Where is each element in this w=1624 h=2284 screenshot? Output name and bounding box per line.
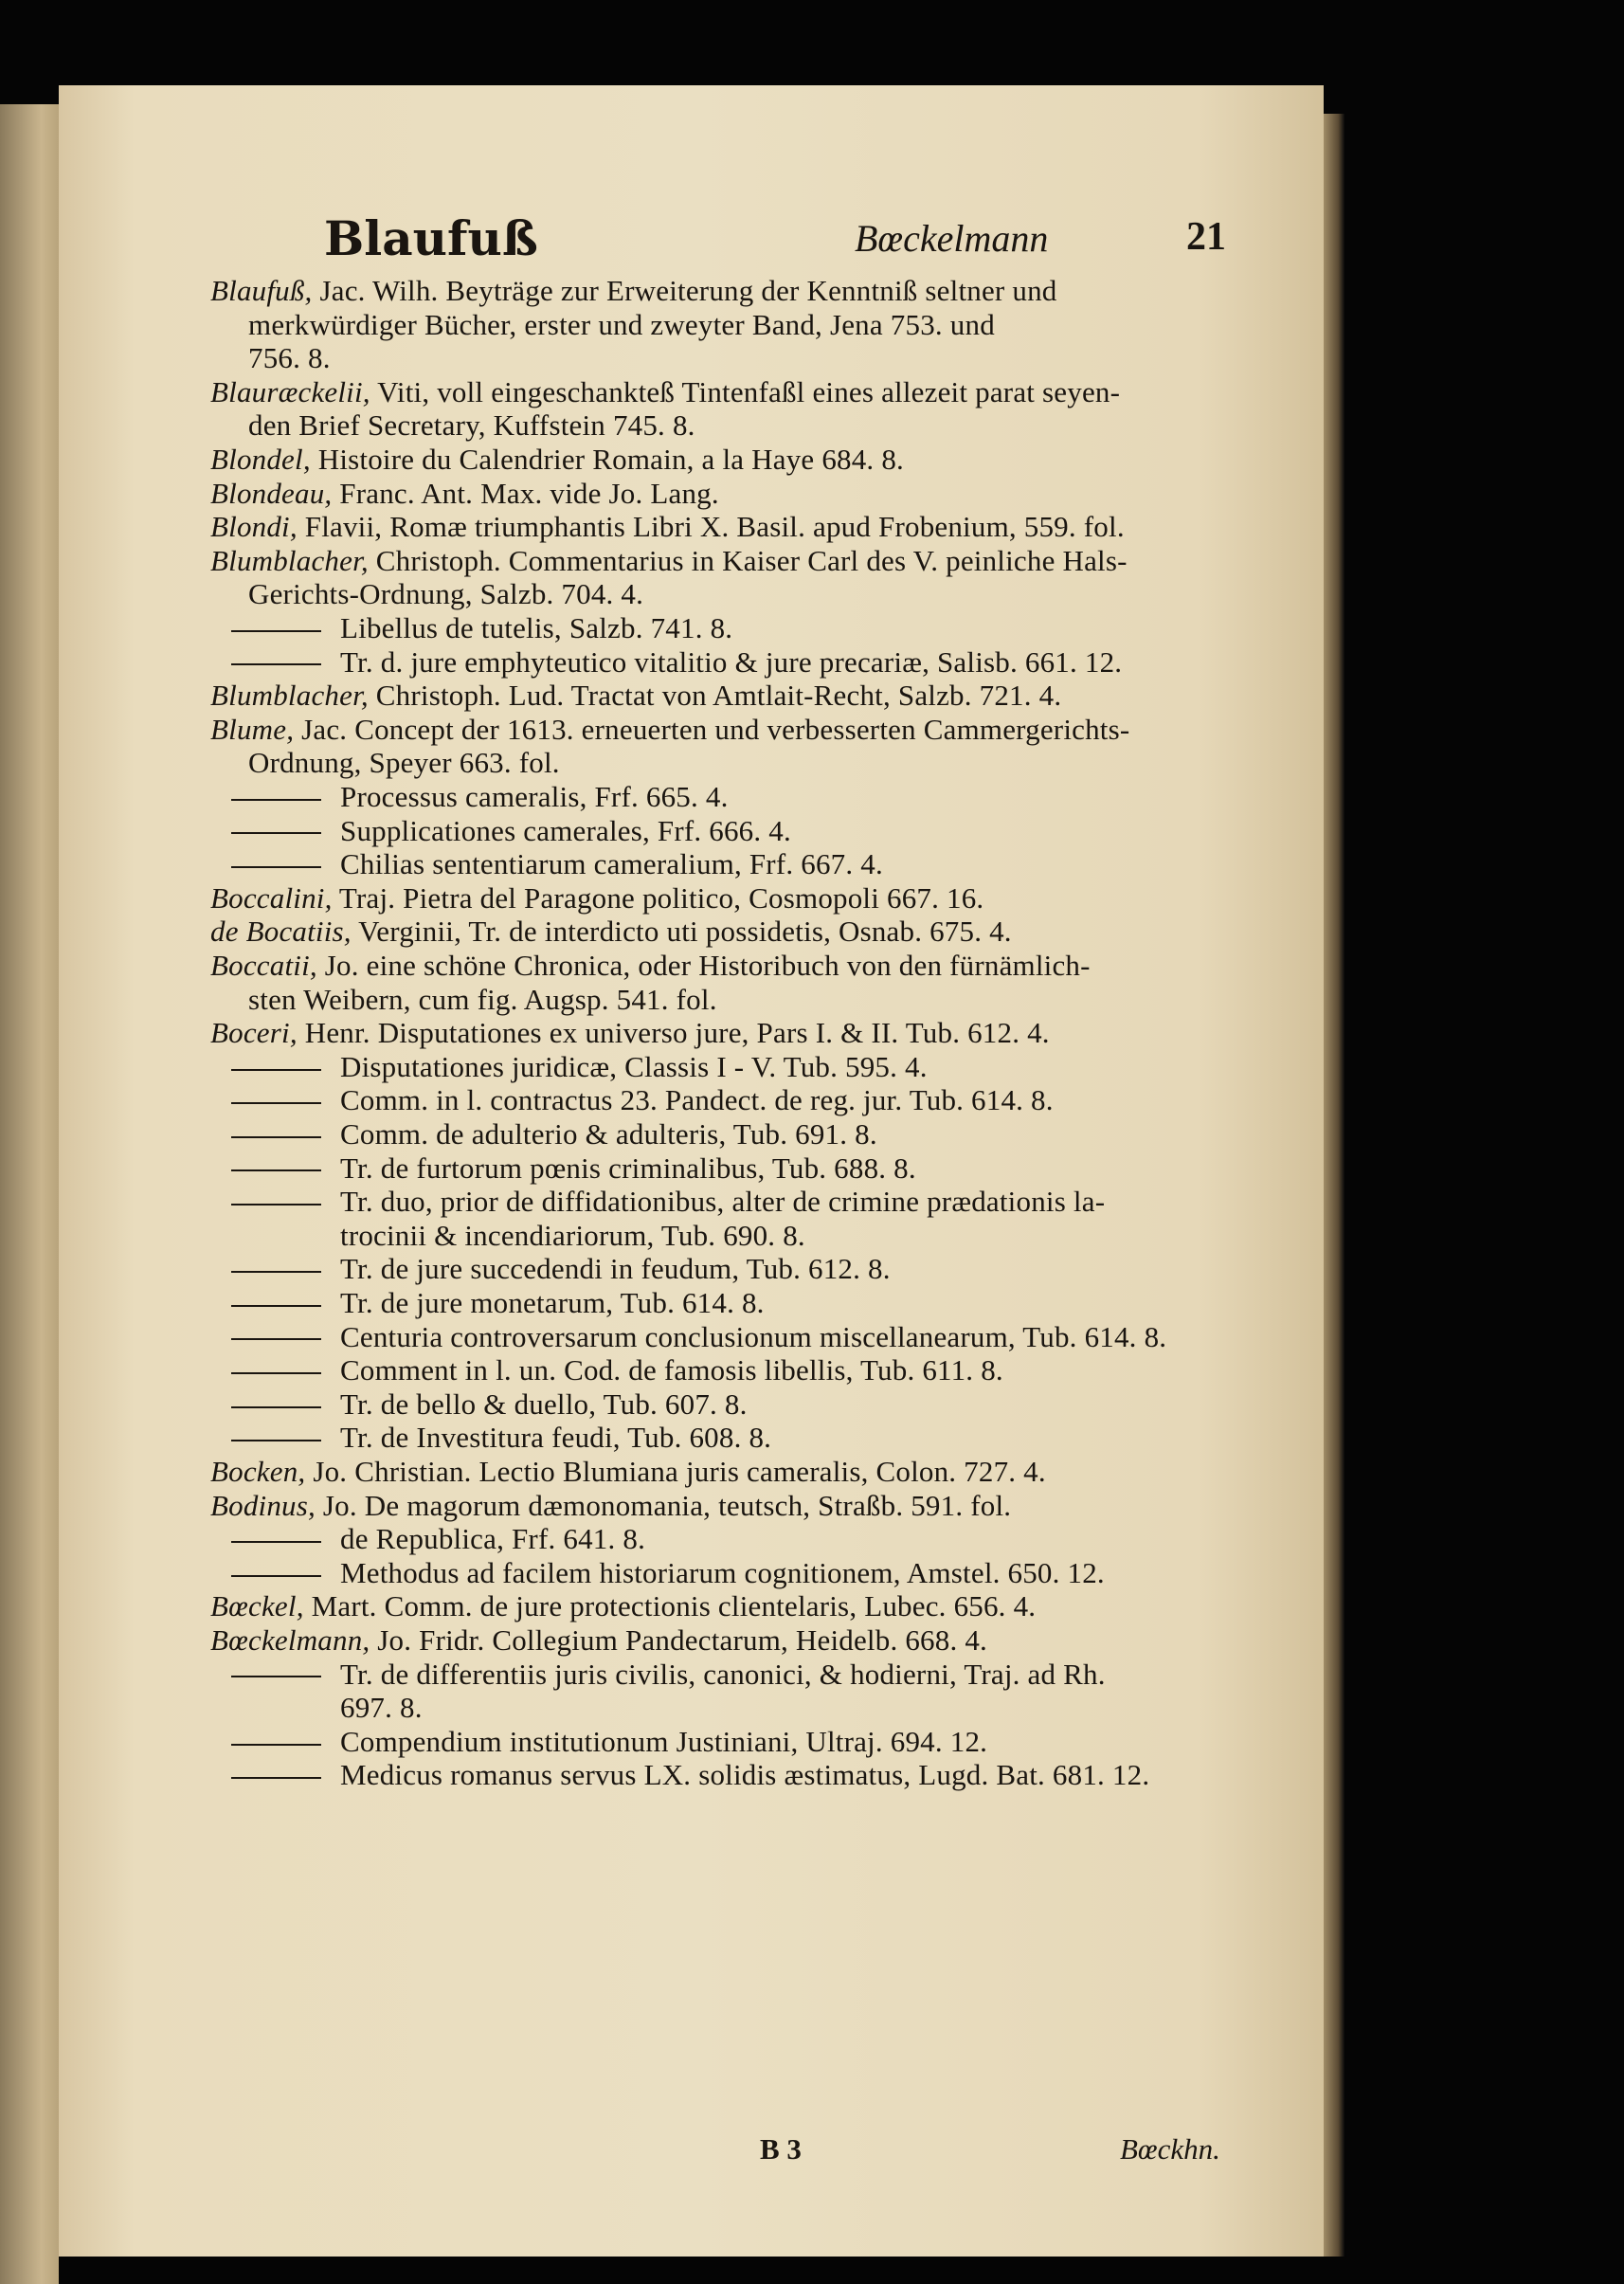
catalogue-entry (210, 275, 1057, 307)
ditto-rule (231, 1305, 321, 1307)
ditto-entry (229, 1726, 987, 1758)
ditto-entry (229, 1321, 1166, 1353)
entry-text: de Republica, Frf. 641. 8. (340, 1522, 646, 1556)
ditto-rule (231, 663, 321, 665)
ditto-rule (231, 866, 321, 868)
ditto-rule (231, 1204, 321, 1205)
catalogue-entry (210, 714, 1129, 746)
catalogue-entry (210, 1017, 1050, 1049)
entry-text: Ordnung, Speyer 663. fol. (248, 746, 560, 780)
ditto-entry (229, 1253, 891, 1285)
catalogue-entry (210, 950, 1091, 982)
author-name: Boccalini, (210, 880, 333, 915)
author-name: Blondel, (210, 443, 311, 476)
entry-text: Tr. de furtorum pœnis criminalibus, Tub. 688. 8. (340, 1151, 916, 1185)
ditto-entry (229, 848, 883, 880)
ditto-rule (231, 1102, 321, 1104)
entry-text: 756. 8. (248, 341, 331, 375)
entry-text: Christoph. Lud. Tractat von Amtlait-Recht, Salzb. 721. 4. (368, 679, 1062, 713)
author-name: Blumblacher, (210, 679, 369, 713)
entry-text: sten Weibern, cum fig. Augsp. 541. fol. (248, 982, 717, 1016)
entry-text: Tr. de differentiis juris civilis, canonici, & hodierni, Traj. ad Rh. (340, 1657, 1106, 1691)
entry-text: Mart. Comm. de jure protectionis clientelaris, Lubec. 656. 4. (303, 1589, 1037, 1623)
author-name: Blondi, (210, 510, 298, 544)
author-name: Boceri, (210, 1016, 298, 1050)
ditto-entry (229, 646, 1122, 679)
page-number: 21 (1186, 215, 1226, 259)
entry-text: Comment in l. un. Cod. de famosis libellis, Tub. 611. 8. (340, 1353, 1003, 1387)
entry-text: Methodus ad facilem historiarum cognitionem, Amstel. 650. 12. (340, 1555, 1105, 1589)
entry-text: Jo. Christian. Lectio Blumiana juris cameralis, Colon. 727. 4. (305, 1455, 1046, 1488)
entry-text: Histoire du Calendrier Romain, a la Haye 684. 8. (310, 443, 904, 476)
author-name: Bœckel, (210, 1589, 304, 1623)
ditto-entry (229, 1759, 1149, 1791)
catalogue-entry (210, 680, 1061, 712)
entry-text: Tr. de Investitura feudi, Tub. 608. 8. (340, 1421, 772, 1455)
ditto-entry (229, 612, 732, 644)
entry-text: Tr. de bello & duello, Tub. 607. 8. (340, 1387, 748, 1421)
entry-text: Gerichts-Ordnung, Salzb. 704. 4. (248, 577, 644, 611)
author-name: de Bocatiis, (210, 915, 352, 949)
ditto-rule (231, 799, 321, 801)
ditto-entry (229, 1186, 1105, 1218)
entry-text: Jac. Concept der 1613. erneuerten und verbesserten Cammergerichts- (294, 712, 1130, 746)
ditto-entry (229, 1051, 928, 1083)
catalogue-entry (210, 511, 1125, 543)
ditto-entry (229, 815, 791, 847)
entry-text: trocinii & incendiariorum, Tub. 690. 8. (340, 1218, 805, 1252)
author-name: Bodinus, (210, 1488, 316, 1522)
catalogue-entry (210, 1624, 987, 1657)
entry-text: Disputationes juridicæ, Classis I - V. Tub. 595. 4. (340, 1049, 928, 1083)
entry-text: Jo. De magorum dæmonomania, teutsch, Straßb. 591. fol. (315, 1488, 1012, 1522)
continuation-line (248, 578, 643, 610)
ditto-rule (231, 1676, 321, 1677)
catalogue-entry (210, 1456, 1046, 1488)
entry-text: Franc. Ant. Max. vide Jo. Lang. (332, 476, 719, 510)
ditto-rule (231, 1744, 321, 1746)
entry-text: Processus cameralis, Frf. 665. 4. (340, 780, 729, 813)
right-page-edge (1324, 114, 1344, 2257)
header-right-word: Bœckelmann (855, 217, 1049, 260)
ditto-rule (231, 1372, 321, 1374)
entry-text: Traj. Pietra del Paragone politico, Cosmopoli 667. 16. (332, 880, 984, 915)
entry-text: Compendium institutionum Justiniani, Ultraj. 694. 12. (340, 1724, 988, 1758)
ditto-rule (231, 1406, 321, 1408)
entry-text: Christoph. Commentarius in Kaiser Carl des V. peinliche Hals- (368, 543, 1128, 577)
continuation-line (248, 309, 995, 341)
catchword: Bœckhn. (1120, 2132, 1220, 2166)
entry-text: Comm. de adulterio & adulteris, Tub. 691. 8. (340, 1117, 877, 1151)
author-name: Boccatii, (210, 949, 317, 982)
entry-text: Libellus de tutelis, Salzb. 741. 8. (340, 611, 733, 644)
author-name: Blondeau, (210, 476, 333, 510)
signature-mark: B 3 (760, 2132, 802, 2166)
ditto-entry (229, 1118, 877, 1151)
book-page (59, 85, 1324, 2257)
continuation-line (248, 409, 695, 442)
ditto-entry (229, 1659, 1106, 1691)
continuation-line (248, 747, 560, 779)
header-left-word: Blaufuß (324, 210, 538, 266)
ditto-entry (229, 1084, 1054, 1116)
author-name: Blume, (210, 712, 295, 746)
entry-text: merkwürdiger Bücher, erster und zweyter Band, Jena 753. und (248, 307, 995, 341)
ditto-rule (231, 1541, 321, 1543)
entry-text: Henr. Disputationes ex universo jure, Pars I. & II. Tub. 612. 4. (297, 1016, 1050, 1050)
entry-text: Chilias sententiarum cameralium, Frf. 667. 4. (340, 847, 883, 881)
entry-text: Tr. de jure succedendi in feudum, Tub. 612. 8. (340, 1252, 891, 1286)
catalogue-entry (210, 882, 983, 915)
ditto-entry (229, 781, 729, 813)
entry-text: Jo. Fridr. Collegium Pandectarum, Heidelb. 668. 4. (370, 1623, 987, 1657)
page-footer (760, 2132, 1290, 2170)
ditto-rule (231, 1169, 321, 1171)
catalogue-entry (210, 1590, 1036, 1622)
entry-text: Medicus romanus servus LX. solidis æstimatus, Lugd. Bat. 681. 12. (340, 1758, 1150, 1792)
ditto-entry (229, 1287, 765, 1319)
ditto-entry (229, 1388, 748, 1421)
catalogue-entry (210, 545, 1128, 577)
entry-text: Comm. in l. contractus 23. Pandect. de reg. jur. Tub. 614. 8. (340, 1083, 1054, 1117)
entry-text: Verginii, Tr. de interdicto uti possidetis, Osnab. 675. 4. (351, 915, 1012, 949)
left-page-edge (0, 104, 59, 2284)
continuation-line (248, 984, 717, 1016)
catalogue-entry (210, 1490, 1011, 1522)
entry-text: Flavii, Romæ triumphantis Libri X. Basil. apud Frobenium, 559. fol. (297, 510, 1125, 544)
author-name: Blauræckelii, (210, 374, 370, 408)
catalogue-entry (210, 444, 904, 476)
entry-text: den Brief Secretary, Kuffstein 745. 8. (248, 408, 695, 443)
entry-text: 697. 8. (340, 1691, 423, 1725)
entry-text: Tr. d. jure emphyteutico vitalitio & jure precariæ, Salisb. 661. 12. (340, 644, 1123, 679)
running-header (324, 210, 1253, 277)
ditto-rule (231, 1271, 321, 1273)
entry-text: Jo. eine schöne Chronica, oder Historibuch von den fürnämlich- (316, 949, 1091, 982)
author-name: Bœckelmann, (210, 1623, 370, 1657)
ditto-rule (231, 1575, 321, 1577)
ditto-entry (229, 1557, 1105, 1589)
entry-text: Supplicationes camerales, Frf. 666. 4. (340, 813, 791, 847)
ditto-entry (229, 1354, 1003, 1387)
entry-text: Tr. duo, prior de diffidationibus, alter de crimine prædationis la- (340, 1185, 1106, 1219)
continuation-line (340, 1692, 423, 1724)
ditto-rule (231, 1069, 321, 1071)
catalogue-entry (210, 478, 719, 510)
catalogue-entry (210, 376, 1120, 408)
ditto-rule (231, 832, 321, 834)
ditto-rule (231, 1136, 321, 1138)
ditto-rule (231, 1440, 321, 1441)
entry-text: Viti, voll eingeschankteß Tintenfaßl eines allezeit parat seyen- (370, 374, 1121, 408)
entry-text: Centuria controversarum conclusionum miscellanearum, Tub. 614. 8. (340, 1319, 1167, 1353)
catalogue-entry (210, 915, 1012, 948)
ditto-rule (231, 1777, 321, 1779)
ditto-entry (229, 1523, 645, 1555)
entry-text: Jac. Wilh. Beyträge zur Erweiterung der Kenntniß seltner und (312, 274, 1057, 307)
entry-text: Tr. de jure monetarum, Tub. 614. 8. (340, 1286, 765, 1319)
continuation-line (248, 342, 331, 374)
ditto-entry (229, 1152, 916, 1185)
continuation-line (340, 1220, 805, 1252)
author-name: Bocken, (210, 1455, 306, 1488)
ditto-entry (229, 1422, 771, 1454)
ditto-rule (231, 630, 321, 632)
ditto-rule (231, 1338, 321, 1340)
author-name: Blaufuß, (210, 274, 313, 307)
author-name: Blumblacher, (210, 543, 369, 577)
